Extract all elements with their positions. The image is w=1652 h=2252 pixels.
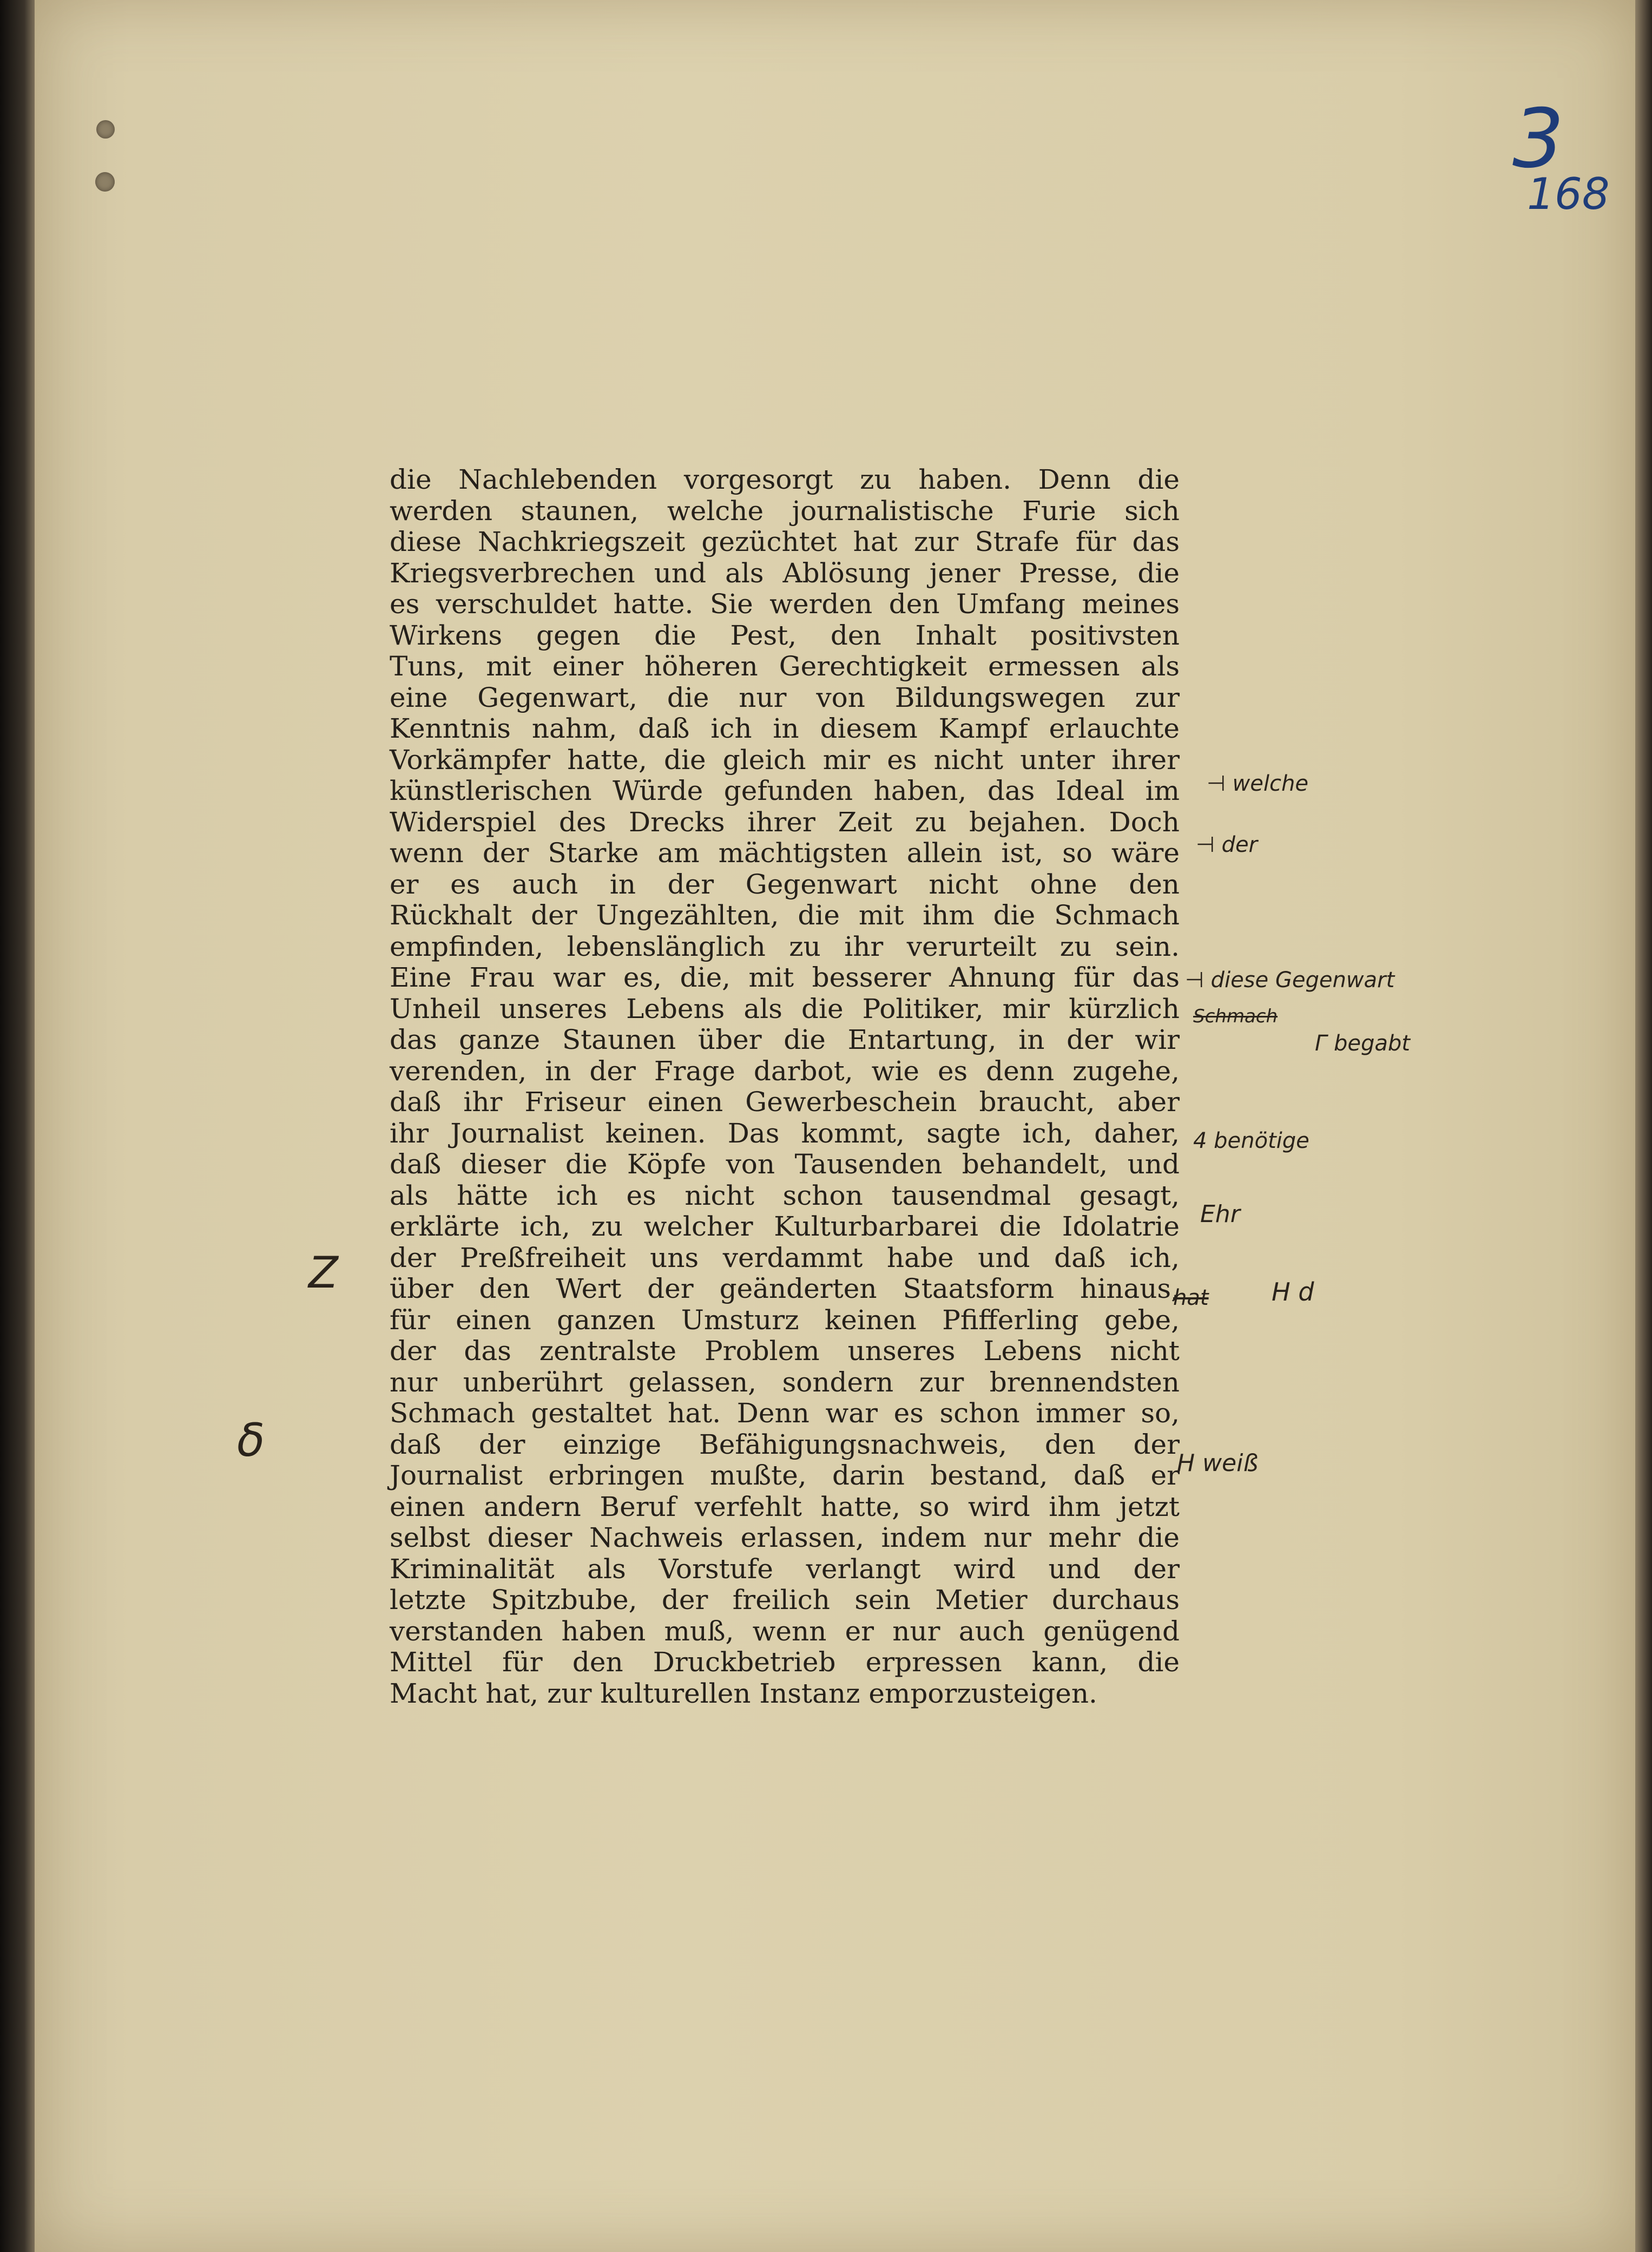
margin-note: H d [1272, 1277, 1314, 1306]
text-line: über den Wert der geänderten Staatsform hinaus, [390, 1273, 1180, 1304]
text-line: Kenntnis nahm, daß ich in diesem Kampf erlauchte [390, 713, 1180, 744]
text-line: letzte Spitzbube, der freilich sein Metier durchaus [390, 1584, 1180, 1616]
text-line: daß ihr Friseur einen Gewerbeschein braucht, aber [390, 1086, 1180, 1118]
text-line: Mittel für den Druckbetrieb erpressen kann, die [390, 1646, 1180, 1678]
text-line: erklärte ich, zu welcher Kulturbarbarei die Idolatrie [390, 1211, 1180, 1242]
text-line: Tuns, mit einer höheren Gerechtigkeit ermessen als [390, 651, 1180, 682]
folio-number: 168 [1527, 169, 1610, 219]
text-line: Kriminalität als Vorstufe verlangt wird und der [390, 1553, 1180, 1585]
text-line: Vorkämpfer hatte, die gleich mir es nicht unter ihrer [390, 744, 1180, 776]
text-line: einen andern Beruf verfehlt hatte, so wird ihm jetzt [390, 1491, 1180, 1522]
text-line: daß der einzige Befähigungsnachweis, den der [390, 1428, 1180, 1460]
page-edge [1635, 0, 1652, 2252]
text-line: wenn der Starke am mächtigsten allein ist, so wäre [390, 837, 1180, 869]
text-line: als hätte ich es nicht schon tausendmal gesagt, [390, 1179, 1180, 1211]
text-line: der das zentralste Problem unseres Lebens nicht [390, 1335, 1180, 1367]
text-line: Widerspiel des Drecks ihrer Zeit zu bejahen. Doch [390, 806, 1180, 838]
text-line: der Preßfreiheit uns verdammt habe und daß ich, [390, 1242, 1180, 1273]
text-line: Rückhalt der Ungezählten, die mit ihm die Schmach [390, 900, 1180, 931]
margin-note: H weiß [1177, 1449, 1259, 1477]
text-line: verenden, in der Frage darbot, wie es denn zugehe, [390, 1055, 1180, 1087]
text-line: nur unberührt gelassen, sondern zur brennendsten [390, 1366, 1180, 1398]
text-line: Macht hat, zur kulturellen Instanz emporzusteigen. [390, 1677, 1097, 1709]
text-line: Unheil unseres Lebens als die Politiker, mir kürzlich [390, 993, 1180, 1025]
text-line: eine Gegenwart, die nur von Bildungswegen zur [390, 681, 1180, 713]
text-line: selbst dieser Nachweis erlassen, indem nur mehr die [390, 1522, 1180, 1553]
body-text [390, 464, 1180, 1709]
text-line: Eine Frau war es, die, mit besserer Ahnung für das [390, 962, 1180, 993]
left-margin-mark: Z [308, 1248, 338, 1298]
text-line: werden staunen, welche journalistische Furie sich [390, 495, 1180, 527]
text-line: diese Nachkriegszeit gezüchtet hat zur Strafe für das [390, 526, 1180, 557]
margin-note: Schmach [1193, 1006, 1278, 1027]
text-line: künstlerischen Würde gefunden haben, das Ideal im [390, 775, 1180, 806]
text-line: empfinden, lebenslänglich zu ihr verurteilt zu sein. [390, 930, 1180, 962]
book-spine [0, 0, 35, 2252]
text-line: das ganze Staunen über die Entartung, in der wir [390, 1024, 1180, 1055]
left-margin-mark: δ [237, 1414, 265, 1467]
margin-note: Ehr [1200, 1200, 1240, 1228]
text-line: Kriegsverbrechen und als Ablösung jener Presse, die [390, 557, 1180, 589]
margin-note: hat [1173, 1285, 1209, 1310]
margin-note: 4 benötige [1193, 1128, 1309, 1153]
margin-note: ⊣ welche [1207, 771, 1308, 796]
page-number-handwritten: 3 [1512, 92, 1564, 186]
text-line: ihr Journalist keinen. Das kommt, sagte ich, daher, [390, 1117, 1180, 1149]
text-line: es verschuldet hatte. Sie werden den Umfang meines [390, 588, 1180, 620]
punch-hole-bottom [95, 172, 115, 192]
text-line: Schmach gestaltet hat. Denn war es schon immer so, [390, 1397, 1180, 1429]
text-line: die Nachlebenden vorgesorgt zu haben. Denn die [390, 464, 1180, 495]
text-line: Wirkens gegen die Pest, den Inhalt positivsten [390, 619, 1180, 651]
punch-hole-top [96, 120, 115, 139]
margin-note: ⊣ der [1196, 832, 1258, 857]
text-line: verstanden haben muß, wenn er nur auch genügend [390, 1615, 1180, 1647]
margin-note: ⊣ diese Gegenwart [1185, 968, 1395, 993]
text-line: Journalist erbringen mußte, darin bestand, daß er [390, 1460, 1180, 1491]
text-line: er es auch in der Gegenwart nicht ohne den [390, 868, 1180, 900]
margin-note: Γ begabt [1315, 1031, 1410, 1056]
text-line: daß dieser die Köpfe von Tausenden behandelt, und [390, 1148, 1180, 1180]
text-line: für einen ganzen Umsturz keinen Pfifferling gebe, [390, 1304, 1180, 1336]
